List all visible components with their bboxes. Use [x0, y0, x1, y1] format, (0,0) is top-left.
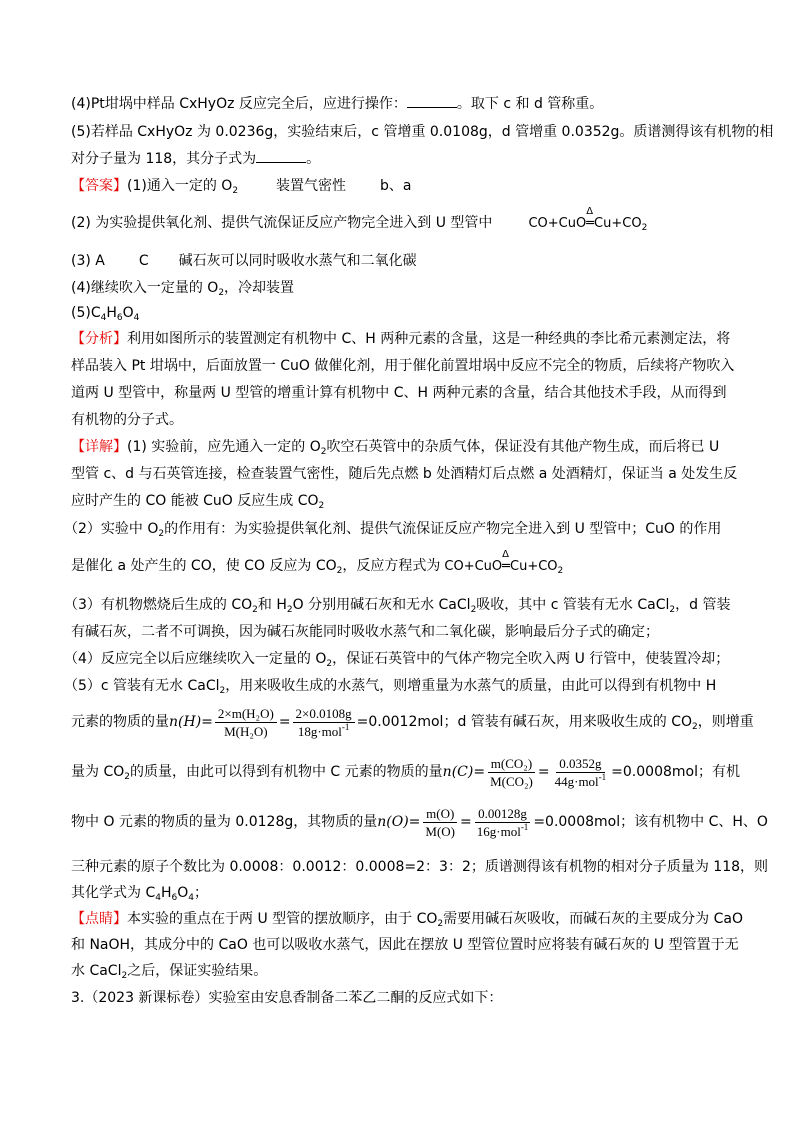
answer-4b: ，冷却装置 — [224, 280, 295, 296]
detail-text: =0.0008mol；该有机物中 C、H、O — [533, 814, 768, 830]
detail-text: 元素的物质的量 — [71, 714, 169, 730]
detail-text: （4）反应完全以后应继续吹入一定量的 O — [64, 651, 327, 667]
equals-sign: = — [460, 814, 472, 830]
subscript: 2 — [218, 288, 225, 298]
numerator: 2×m(H₂O) — [215, 705, 277, 723]
detail-text: 其化学式为 C — [71, 885, 156, 901]
subscript: 2 — [641, 223, 648, 233]
analysis-line-4: 有机物的分子式。 — [71, 412, 183, 428]
detail-text: ，d 管装 — [675, 597, 731, 613]
subscript: 6 — [116, 313, 123, 323]
answer-line-1 — [71, 176, 412, 196]
detail-tag: 【详解】 — [71, 439, 127, 455]
answer-1: (1)通入一定的 O — [127, 178, 233, 194]
fraction-nC-symbolic — [487, 755, 536, 790]
equals-sign: = — [278, 714, 291, 730]
detail-text: （3）有机物燃烧后生成的 CO — [64, 597, 253, 613]
fraction-nH-numeric — [293, 705, 355, 740]
numerator: 2×0.0108g — [293, 705, 355, 723]
analysis-line-1 — [71, 329, 730, 349]
detail-line-6 — [64, 595, 730, 615]
detail-text: H — [160, 885, 172, 901]
comment-tag: 【点睛】 — [71, 911, 127, 927]
answer-5: (5)C — [71, 305, 101, 321]
detail-text: 是催化 a 处产生的 CO，使 CO 反应为 CO — [71, 558, 337, 574]
question-3: 3.（2023 新课标卷）实验室由安息香制备二苯乙二酮的反应式如下： — [71, 990, 503, 1006]
detail-text: O — [177, 885, 189, 901]
answer-line-5: $(5)C_4H_6O_4$ — [71, 305, 140, 323]
analysis-tag: 【分析】 — [71, 331, 127, 347]
detail-text: ，反应方程式为 — [342, 558, 441, 574]
comment-line-2: 和 NaOH，其成分中的 CaO 也可以吸收水蒸气，因此在摆放 U 型管位置时应将装有碱石灰的 U 型管置于无 — [71, 937, 739, 953]
detail-text: ，用来吸收生成的水蒸气，则增重量为水蒸气的质量，由此可以得到有机物中 H — [225, 678, 717, 694]
detail-line-10 — [71, 700, 754, 744]
eq-right: Cu+CO — [510, 559, 558, 574]
subscript: 2 — [158, 529, 165, 539]
denominator-text: 16g·mol — [476, 823, 521, 839]
denominator — [552, 773, 610, 790]
subscript: 4 — [188, 893, 194, 903]
detail-text: （2）实验中 O — [64, 521, 159, 537]
subscript: 2 — [326, 659, 333, 669]
detail-text: ，则增重 — [697, 714, 754, 730]
detail-line-13: 三种元素的原子个数比为 0.0008：0.0012：0.0008=2：3：2；质谱测得该有机物的相对分子质量为 118，则 — [71, 859, 769, 875]
numerator: 0.00128g — [475, 805, 530, 823]
formula-nH: n(H)= — [169, 714, 213, 730]
fraction-nC-numeric — [552, 755, 610, 790]
formula-nO: n(O)= — [377, 814, 421, 830]
subscript: 2 — [124, 772, 130, 782]
detail-text: =0.0012mol；d 管装有碱石灰，用来吸收生成的 CO — [356, 714, 693, 730]
comment-line-3 — [71, 961, 267, 981]
detail-line-2: 型管 c、d 与石英管连接，检查装置气密性，随后先点燃 b 处酒精灯后点燃 a 处酒精灯，保证当 a 处发生反 — [71, 466, 738, 482]
comment-text: 本实验的重点在于两 U 型管的摆放顺序，由于 CO — [127, 911, 438, 927]
denominator: M(H₂O) — [224, 723, 268, 739]
numerator: 0.0352g — [556, 755, 604, 773]
detail-line-3 — [71, 491, 324, 511]
detail-line-5 — [71, 549, 564, 577]
question-5-line1: (5)若样品 CxHyOz 为 0.0236g，实验结束后，c 管增重 0.0108g，d 管增重 0.0352g。质谱测得该有机物的相 — [71, 124, 774, 140]
numerator: m(O) — [423, 805, 457, 823]
detail-text: 吸收，其中 c 管装有无水 CaCl — [476, 597, 670, 613]
detail-text: 的质量，由此可以得到有机物中 C 元素的物质的量 — [129, 764, 443, 780]
superscript: -1 — [520, 821, 529, 832]
detail-line-9 — [64, 676, 716, 696]
detail-text: (1) 实验前，应先通入一定的 O — [127, 439, 321, 455]
detail-text: 吹空石英管中的杂质气体，保证没有其他产物生成，而后将已 U — [326, 439, 720, 455]
denominator — [474, 823, 532, 840]
comment-line-1 — [71, 909, 743, 929]
answer-tag: 【答案】 — [71, 178, 127, 194]
subscript: 2 — [219, 686, 226, 696]
answer-3b: C — [138, 253, 149, 269]
subscript: 2 — [437, 919, 444, 929]
detail-text: 物中 O 元素的物质的量为 0.0128g，其物质的量 — [71, 814, 378, 830]
subscript: 2 — [336, 566, 343, 576]
q4-text: (4)Pt坩埚中样品 CxHyOz 反应完全后，应进行操作： — [71, 96, 407, 112]
denominator-text: 44g·mol — [554, 773, 599, 789]
answer-3a: (3) A — [71, 253, 105, 269]
detail-line-8 — [64, 649, 729, 669]
eq-left: CO+CuO — [444, 559, 503, 574]
detail-text: =0.0008mol；有机 — [611, 764, 740, 780]
heat-symbol: Δ — [502, 549, 510, 560]
q5-text: 对分子量为 118，其分子式为 — [71, 151, 257, 167]
detail-text: O 分别用碱石灰和无水 CaCl — [292, 597, 471, 613]
answer-3c: 碱石灰可以同时吸收水蒸气和二氧化碳 — [178, 253, 417, 269]
answer-1c: b、a — [380, 178, 412, 194]
answer-1b: 装置气密性 — [276, 178, 347, 194]
superscript: -1 — [598, 771, 607, 782]
comment-text: 水 CaCl — [71, 963, 122, 979]
denominator — [295, 723, 353, 740]
question-4 — [71, 94, 603, 114]
subscript: 4 — [133, 313, 140, 323]
fraction-nO-symbolic — [422, 805, 458, 840]
analysis-line-2: 样品装入 Pt 坩埚中，后面放置一 CuO 做催化剂，用于催化前置坩埚中反应不完全的物质，后续将产物吹入 — [71, 358, 735, 374]
reaction-equation: CO+CuO Δ $═Cu+CO_2$ — [444, 557, 563, 577]
subscript: 2 — [252, 605, 258, 615]
subscript: 4 — [100, 313, 107, 323]
answer-4: (4)继续吹入一定量的 O — [71, 280, 219, 296]
detail-text: 的作用有：为实验提供氧化剂、提供气流保证反应产物完全进入到 U 型管中；CuO 的作用 — [164, 521, 722, 537]
analysis-line-3: 道两 U 型管中，称量两 U 型管的增重计算有机物中 C、H 两种元素的含量，结合其他技术手段，从而得到 — [71, 385, 727, 401]
detail-text: 量为 CO — [71, 764, 125, 780]
answer-line-2 — [71, 206, 648, 234]
answer-line-3 — [71, 251, 417, 271]
detail-text: ； — [194, 885, 208, 901]
blank-answer-line — [407, 95, 457, 108]
heat-symbol: Δ — [586, 206, 594, 217]
subscript: 2 — [121, 971, 128, 981]
reaction-equation: CO+CuO Δ $═Cu+CO_2$ — [528, 214, 647, 234]
fraction-nO-numeric — [474, 805, 532, 840]
q5-text-end: 。 — [306, 151, 321, 167]
subscript: 2 — [320, 447, 327, 457]
subscript: 6 — [171, 893, 178, 903]
subscript: 2 — [232, 186, 239, 196]
denominator-text: 18g·mol — [297, 723, 342, 739]
detail-line-4 — [64, 519, 721, 539]
detail-line-11 — [71, 750, 740, 794]
formula-nC: n(C)= — [442, 764, 486, 780]
detail-line-1 — [71, 437, 719, 457]
numerator: m(CO₂) — [488, 755, 535, 773]
q4-text-end: 。取下 c 和 d 管称重。 — [456, 96, 604, 112]
detail-text: 和 H — [257, 597, 287, 613]
comment-text: 之后，保证实验结果。 — [127, 963, 268, 979]
detail-text: 应时产生的 CO 能被 CuO 反应生成 CO — [71, 493, 319, 509]
subscript: 2 — [470, 605, 477, 615]
subscript: 2 — [557, 566, 564, 576]
detail-line-7: 有碱石灰，二者不可调换，因为碱石灰能同时吸收水蒸气和二氧化碳，影响最后分子式的确定； — [71, 624, 659, 640]
denominator: M(O) — [425, 823, 456, 839]
subscript: 2 — [318, 501, 325, 511]
answer-line-4 — [71, 278, 294, 298]
subscript: 4 — [155, 893, 161, 903]
detail-text: ，保证石英管中的气体产物完全吹入两 U 行管中，使装置冷却； — [332, 651, 730, 667]
detail-line-12 — [71, 800, 768, 844]
equals-sign: = — [537, 764, 550, 780]
subscript: 2 — [669, 605, 676, 615]
question-5-line2 — [71, 149, 320, 169]
comment-text: 需要用碱石灰吸收，而碱石灰的主要成分为 CaO — [443, 911, 743, 927]
eq-right: Cu+CO — [594, 216, 642, 231]
fraction-nH-symbolic — [215, 705, 277, 740]
denominator: M(CO₂) — [490, 773, 533, 789]
subscript: 2 — [692, 722, 698, 732]
answer-2: (2) 为实验提供氧化剂、提供气流保证反应产物完全进入到 U 型管中 — [71, 215, 493, 231]
subscript: 2 — [286, 605, 293, 615]
blank-answer-line — [256, 150, 306, 163]
detail-line-14 — [71, 883, 208, 903]
analysis-text: 利用如图所示的装置测定有机物中 C、H 两种元素的含量，这是一种经典的李比希元素测定法，将 — [127, 331, 731, 347]
detail-text: （5）c 管装有无水 CaCl — [64, 678, 220, 694]
superscript: -1 — [341, 721, 350, 732]
eq-left: CO+CuO — [528, 216, 587, 231]
